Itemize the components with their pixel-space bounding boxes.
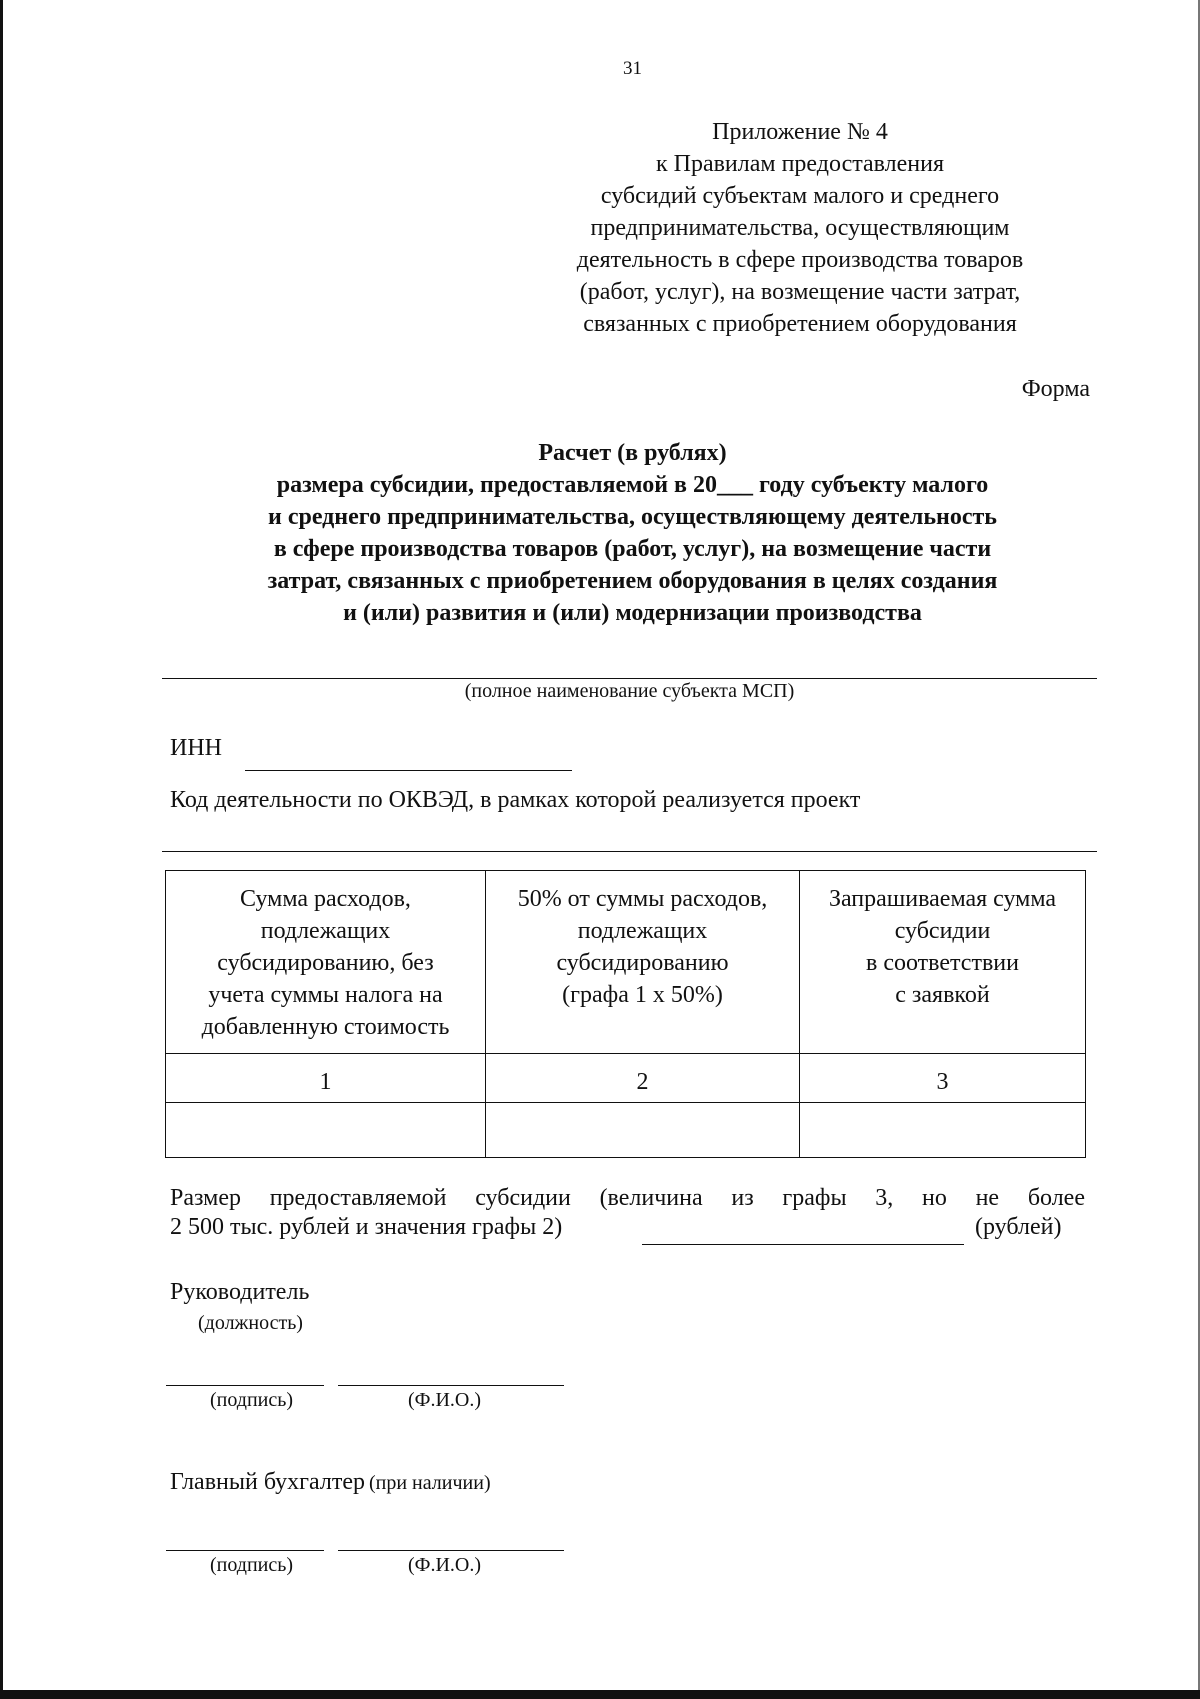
subsidy-amount-field-line[interactable] <box>642 1244 964 1245</box>
column-number-cell: 2 <box>486 1054 800 1103</box>
value-cell-half-expenses[interactable] <box>486 1103 800 1158</box>
subsidy-size-line2-prefix: 2 500 тыс. рублей и значения графы 2) <box>170 1214 563 1240</box>
entity-name-caption: (полное наименование субъекта МСП) <box>464 680 795 702</box>
appendix-line: связанных с приобретением оборудования <box>583 311 1017 337</box>
appendix-header <box>520 116 1080 340</box>
header-text: Запрашиваемая сумма <box>828 886 1057 912</box>
title-line: затрат, связанных с приобретением оборудования в целях создания <box>267 568 998 594</box>
head-name-caption: (Ф.И.О.) <box>408 1389 482 1411</box>
table-row <box>166 1103 1086 1158</box>
header-text: добавленную стоимость <box>201 1014 450 1040</box>
entity-name-field-line[interactable] <box>162 678 1097 679</box>
accountant-label-note: (при наличии) <box>368 1472 491 1494</box>
accountant-signature-caption: (подпись) <box>210 1554 294 1576</box>
head-name-field-line[interactable] <box>338 1385 564 1386</box>
title-line: Расчет (в рублях) <box>538 440 727 466</box>
value-cell-requested-subsidy[interactable] <box>800 1103 1086 1158</box>
document-title <box>150 437 1115 629</box>
form-label: Форма <box>1021 376 1090 402</box>
header-text: учета суммы налога на <box>208 982 443 1008</box>
header-cell-requested-subsidy <box>800 871 1086 1054</box>
okved-field-line[interactable] <box>162 851 1097 852</box>
accountant-label: Главный бухгалтер <box>170 1469 365 1495</box>
title-line: и среднего предпринимательства, осуществляющему деятельность <box>268 504 997 530</box>
header-text: субсидированию <box>556 950 729 976</box>
head-label: Руководитель <box>170 1279 310 1305</box>
title-line: размера субсидии, предоставляемой в 20___ году субъекту малого <box>276 472 989 498</box>
accountant-name-field-line[interactable] <box>338 1550 564 1551</box>
head-signature-caption: (подпись) <box>210 1389 294 1411</box>
inn-label: ИНН <box>170 735 222 761</box>
value-cell-expenses[interactable] <box>166 1103 486 1158</box>
header-text: в соответствии <box>866 950 1019 976</box>
appendix-line: субсидий субъектам малого и среднего <box>600 183 1000 209</box>
inn-field-line[interactable] <box>245 770 572 771</box>
appendix-line: предпринимательства, осуществляющим <box>590 215 1010 241</box>
header-text: Сумма расходов, <box>240 886 411 912</box>
header-text: с заявкой <box>895 982 990 1008</box>
header-text: 50% от суммы расходов, <box>517 886 768 912</box>
header-text: субсидированию, без <box>217 950 434 976</box>
accountant-label-group <box>170 1469 491 1496</box>
okved-label: Код деятельности по ОКВЭД, в рамках которой реализуется проект <box>170 787 861 813</box>
appendix-line: деятельность в сфере производства товаров <box>576 247 1024 273</box>
scan-border-bottom <box>0 1690 1200 1699</box>
header-text: подлежащих <box>577 918 708 944</box>
accountant-name-caption: (Ф.И.О.) <box>408 1554 482 1576</box>
header-text: (графа 1 х 50%) <box>562 982 723 1008</box>
subsidy-size-line2-suffix: (рублей) <box>975 1214 1062 1240</box>
head-position-caption: (должность) <box>198 1312 303 1334</box>
column-number-cell: 1 <box>166 1054 486 1103</box>
header-text: субсидии <box>894 918 991 944</box>
scan-border-left <box>0 0 3 1699</box>
title-line: и (или) развития и (или) модернизации производства <box>343 600 922 626</box>
table-header-row <box>166 871 1086 1054</box>
appendix-line: к Правилам предоставления <box>655 151 945 177</box>
page-number: 31 <box>623 58 642 79</box>
accountant-signature-field-line[interactable] <box>166 1550 324 1551</box>
subsidy-size-line1: Размер предоставляемой субсидии (величина из графы 3, но не более <box>170 1185 1085 1211</box>
calculation-table <box>165 870 1086 1158</box>
header-cell-expenses <box>166 871 486 1054</box>
header-cell-half-expenses <box>486 871 800 1054</box>
title-line: в сфере производства товаров (работ, услуг), на возмещение части <box>273 536 992 562</box>
column-number-cell: 3 <box>800 1054 1086 1103</box>
head-signature-field-line[interactable] <box>166 1385 324 1386</box>
appendix-line: Приложение № 4 <box>712 119 888 145</box>
table-column-numbers-row <box>166 1054 1086 1103</box>
header-text: подлежащих <box>260 918 391 944</box>
appendix-line: (работ, услуг), на возмещение части затрат, <box>579 279 1021 305</box>
